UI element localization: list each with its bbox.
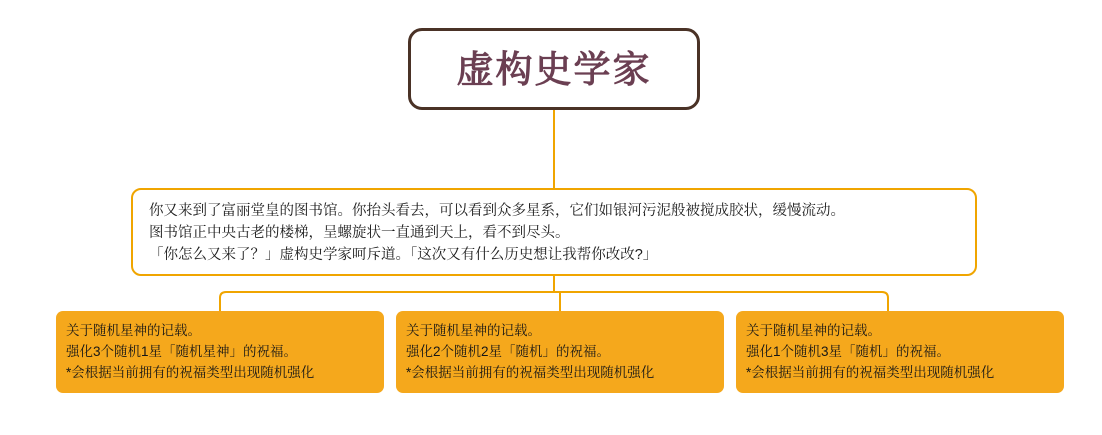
option-card-2[interactable] (396, 311, 724, 393)
option-card-1[interactable] (56, 311, 384, 393)
option-1-line-1: 关于随机星神的记载。 (66, 323, 201, 338)
option-2-line-1: 关于随机星神的记载。 (406, 323, 541, 338)
option-2-line-2: 强化2个随机2星「随机」的祝福。 (406, 344, 611, 359)
option-1-line-3: *会根据当前拥有的祝福类型出现随机强化 (66, 365, 315, 380)
description-line-3: 「你怎么又来了？」虚构史学家呵斥道。「这次又有什么历史想让我帮你改改?」 (149, 247, 658, 263)
option-2-line-3: *会根据当前拥有的祝福类型出现随机强化 (406, 365, 655, 380)
option-1-line-2: 强化3个随机1星「随机星神」的祝福。 (66, 344, 298, 359)
option-3-line-2: 强化1个随机3星「随机」的祝福。 (746, 344, 951, 359)
option-card-3[interactable] (736, 311, 1064, 393)
title-node (408, 28, 700, 110)
description-node (131, 188, 977, 276)
page-title: 虚构史学家 (456, 48, 652, 90)
description-line-1: 你又来到了富丽堂皇的图书馆。你抬头看去，可以看到众多星系，它们如银河污泥般被搅成胶状，缓慢流动。 (149, 203, 845, 219)
option-3-line-3: *会根据当前拥有的祝福类型出现随机强化 (746, 365, 995, 380)
description-line-2: 图书馆正中央古老的楼梯，呈螺旋状一直通到天上，看不到尽头。 (149, 225, 570, 241)
option-3-line-1: 关于随机星神的记载。 (746, 323, 881, 338)
